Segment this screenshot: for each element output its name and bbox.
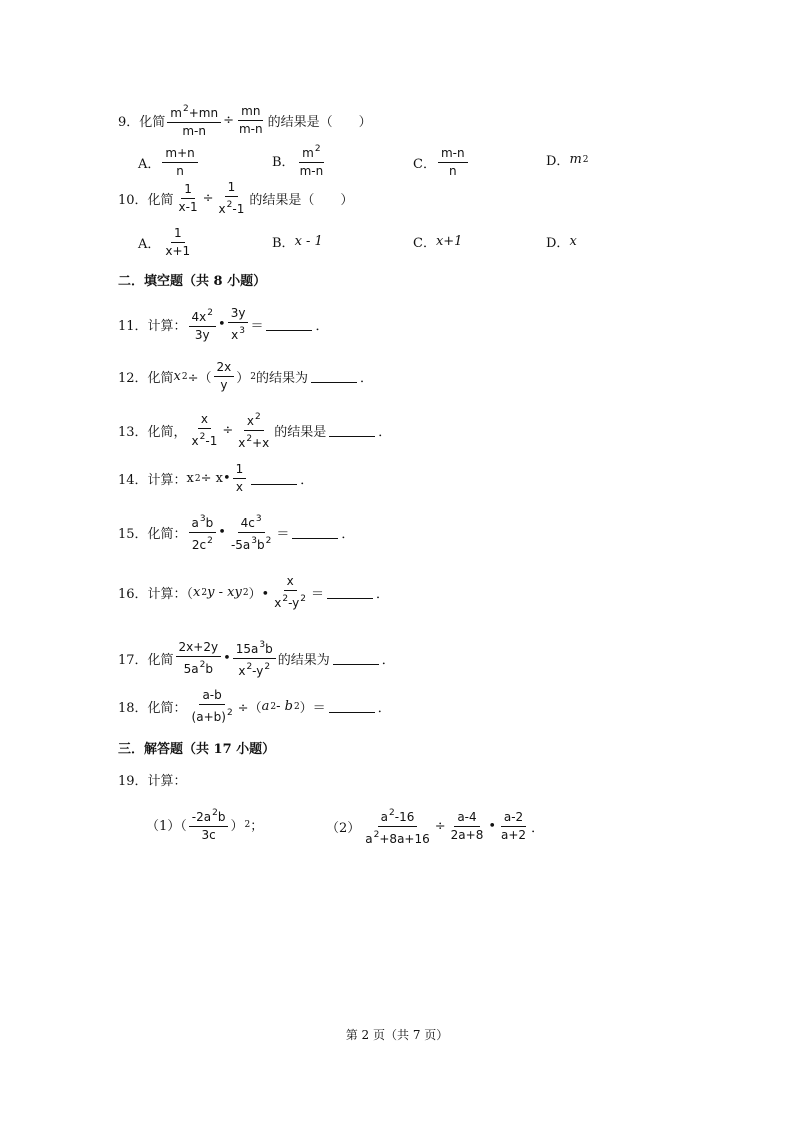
q9-option-c[interactable]: C． $\frac{m-n}{n}$: [413, 146, 470, 179]
divide-sign: ÷: [223, 113, 234, 128]
question-19-part-2: （2） $\frac{a^2-16}{a^2+8a+16}$ ÷ $\frac{a-4}{2a+8}$ • $\frac{a-2}{a+2}$ ．: [326, 808, 545, 846]
question-19-part-1: （1）（ $\frac{-2a^2b}{3c}$ ） 2 ；: [146, 808, 264, 842]
page-footer: 第 2 页（共 7 页）: [345, 1028, 449, 1042]
q10-option-d[interactable]: D． x: [546, 234, 577, 251]
q10-fraction-2: $\frac{1}{x^2-1}$: [218, 180, 245, 216]
section-2-title: 二．填空题（共 8 小题）: [118, 274, 267, 289]
answer-blank[interactable]: [251, 472, 297, 485]
answer-blank[interactable]: [329, 424, 375, 437]
q9-fraction-2: $\frac{mn}{m-n}$: [238, 104, 263, 136]
answer-blank[interactable]: [333, 652, 379, 665]
question-10: 10．化简 $\frac{1}{x-1}$ ÷ $\frac{1}{x^2-1}$ 的结果是（ ）: [118, 180, 354, 216]
section-3-title: 三．解答题（共 17 小题）: [118, 742, 276, 757]
question-11: 11．计算： $\frac{4x^2}{3y}$ • $\frac{3y}{x^3}$ ＝ ．: [118, 306, 329, 342]
question-14: 14．计算： x 2 ÷ x• $\frac{1}{x}$ ．: [118, 462, 314, 494]
answer-blank[interactable]: [292, 526, 338, 539]
question-18: 18．化简： $\frac{a-b}{(a+b)^2}$ ÷（ a 2 - b 2 ）＝ ．: [118, 688, 391, 724]
q10-option-b[interactable]: B． x - 1: [272, 234, 323, 251]
q9-option-b[interactable]: B． $\frac{m^2}{m-n}$: [272, 144, 324, 178]
q9-tail: 的结果是（ ）: [267, 115, 372, 130]
answer-blank[interactable]: [329, 700, 375, 713]
question-17: 17．化简 $\frac{2x+2y}{5a^2b}$ • $\frac{15a^3b}{x^2-y^2}$ 的结果为 ．: [118, 640, 395, 678]
answer-blank[interactable]: [266, 318, 312, 331]
question-15: 15．化简： $\frac{a^3b}{2c^2}$ • $\frac{4c^3}{-5a^3b^2}$ ＝ ．: [118, 514, 355, 552]
question-16: 16．计算：（ x 2 y - xy 2 ）• $\frac{x}{x^2-y^2}$ ＝ ．: [118, 574, 390, 610]
answer-blank[interactable]: [327, 586, 373, 599]
question-19: 19．计算：: [118, 774, 187, 789]
q10-option-c[interactable]: C． x+1: [413, 234, 463, 251]
question-9: [118, 102, 372, 139]
q9-option-a[interactable]: A． $\frac{m+n}{n}$: [138, 146, 200, 179]
q9-fraction-1: $\frac{m^2+mn}{m-n}$: [167, 102, 221, 139]
answer-blank[interactable]: [311, 370, 357, 383]
q9-option-d[interactable]: D． m 2: [546, 152, 589, 169]
q10-option-a[interactable]: A． $\frac{1}{x+1}$: [138, 226, 191, 258]
q10-fraction-1: $\frac{1}{x-1}$: [178, 182, 198, 214]
question-13: 13．化简， $\frac{x}{x^2-1}$ ÷ $\frac{x^2}{x^2+x}$ 的结果是 ．: [118, 412, 392, 450]
question-12: 12．化简 x 2 ÷（ $\frac{2x}{y}$ ） 2 的结果为 ．: [118, 360, 374, 392]
q9-label: 9．化简: [118, 115, 166, 130]
